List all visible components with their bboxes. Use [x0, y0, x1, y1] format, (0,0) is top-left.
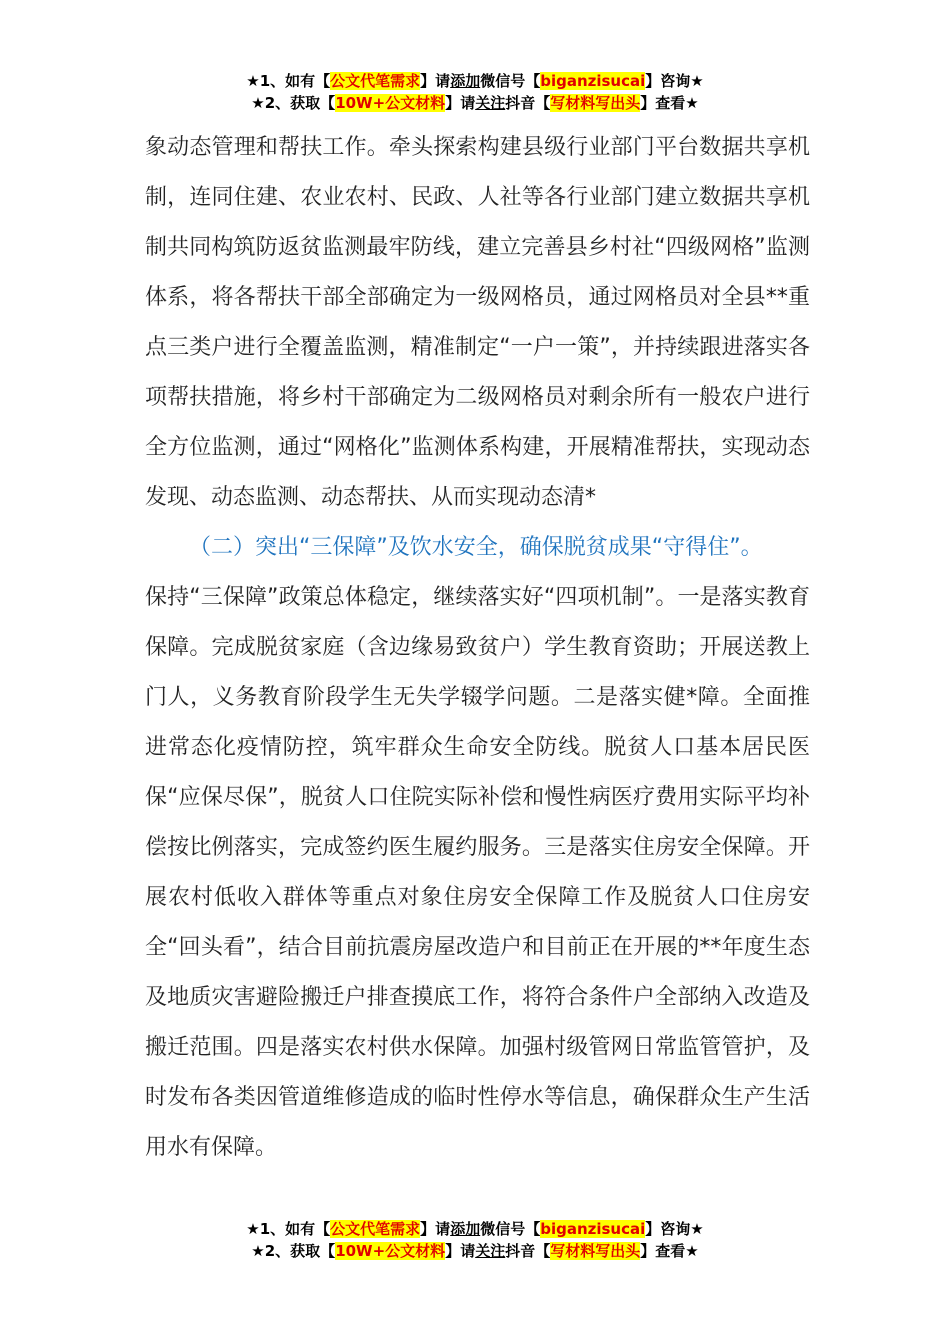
banner-text: 】请: [445, 94, 476, 112]
banner-text: ★2、获取【: [251, 1242, 336, 1260]
banner-text: 】请: [420, 1220, 451, 1238]
banner-text: ★2、获取【: [251, 94, 336, 112]
banner-text: 】查看★: [640, 94, 699, 112]
banner-underline-follow: 关注: [475, 94, 506, 112]
highlight-ghostwriting: 公文代笔需求: [330, 1220, 421, 1238]
highlight-materials: 10W+公文材料: [335, 94, 446, 112]
banner-underline-add: 添加: [450, 1220, 481, 1238]
banner-line-2: [0, 92, 950, 114]
banner-text: 】查看★: [640, 1242, 699, 1260]
highlight-douyin-id: 写材料写出头: [550, 94, 641, 112]
banner-text: 抖音【: [505, 94, 551, 112]
banner-line-1: [0, 70, 950, 92]
banner-text: 】请: [420, 72, 451, 90]
banner-text: 微信号【: [480, 1220, 541, 1238]
footer-banner: [0, 1218, 950, 1262]
banner-text: 抖音【: [505, 1242, 551, 1260]
document-body: [145, 123, 810, 1173]
highlight-douyin-id: 写材料写出头: [550, 1242, 641, 1260]
banner-text: 】咨询★: [645, 72, 704, 90]
section-heading-2: （二）突出“三保障”及饮水安全，确保脱贫成果“守得住”。: [189, 535, 763, 560]
banner-text: ★1、如有【: [246, 1220, 331, 1238]
banner-text: 】请: [445, 1242, 476, 1260]
header-banner: [0, 70, 950, 114]
banner-underline-add: 添加: [450, 72, 481, 90]
banner-text: 】咨询★: [645, 1220, 704, 1238]
banner-underline-follow: 关注: [475, 1242, 506, 1260]
highlight-materials: 10W+公文材料: [335, 1242, 446, 1260]
highlight-ghostwriting: 公文代笔需求: [330, 72, 421, 90]
highlight-wechat-id: biganzisucai: [540, 72, 646, 90]
banner-line-1: [0, 1218, 950, 1240]
banner-text: 微信号【: [480, 72, 541, 90]
highlight-wechat-id: biganzisucai: [540, 1220, 646, 1238]
paragraph-monitoring: 象动态管理和帮扶工作。牵头探索构建县级行业部门平台数据共享机制，连同住建、农业农村、民政、人社等各行业部门建立数据共享机制共同构筑防返贫监测最牢防线，建立完善县乡村社“四级网格”监测体系，将各帮扶干部全部确定为一级网格员，通过网格员对全县**重点三类户进行全覆盖监测，精准制定“一户一策”，并持续跟进落实各项帮扶措施，将乡村干部确定为二级网格员对剩余所有一般农户进行全方位监测，通过“网格化”监测体系构建，开展精准帮扶，实现动态发现、动态监测、动态帮扶、从而实现动态清*: [145, 135, 810, 510]
banner-text: ★1、如有【: [246, 72, 331, 90]
paragraph-three-guarantees: 保持“三保障”政策总体稳定，继续落实好“四项机制”。一是落实教育保障。完成脱贫家庭（含边缘易致贫户）学生教育资助；开展送教上门人，义务教育阶段学生无失学辍学问题。二是落实健*障。全面推进常态化疫情防控，筑牢群众生命安全防线。脱贫人口基本居民医保“应保尽保”，脱贫人口住院实际补偿和慢性病医疗费用实际平均补偿按比例落实，完成签约医生履约服务。三是落实住房安全保障。开展农村低收入群体等重点对象住房安全保障工作及脱贫人口住房安全“回头看”，结合目前抗震房屋改造户和目前正在开展的**年度生态及地质灾害避险搬迁户排查摸底工作，将符合条件户全部纳入改造及搬迁范围。四是落实农村供水保障。加强村级管网日常监管管护，及时发布各类因管道维修造成的临时性停水等信息，确保群众生产生活用水有保障。: [145, 585, 810, 1160]
banner-line-2: [0, 1240, 950, 1262]
